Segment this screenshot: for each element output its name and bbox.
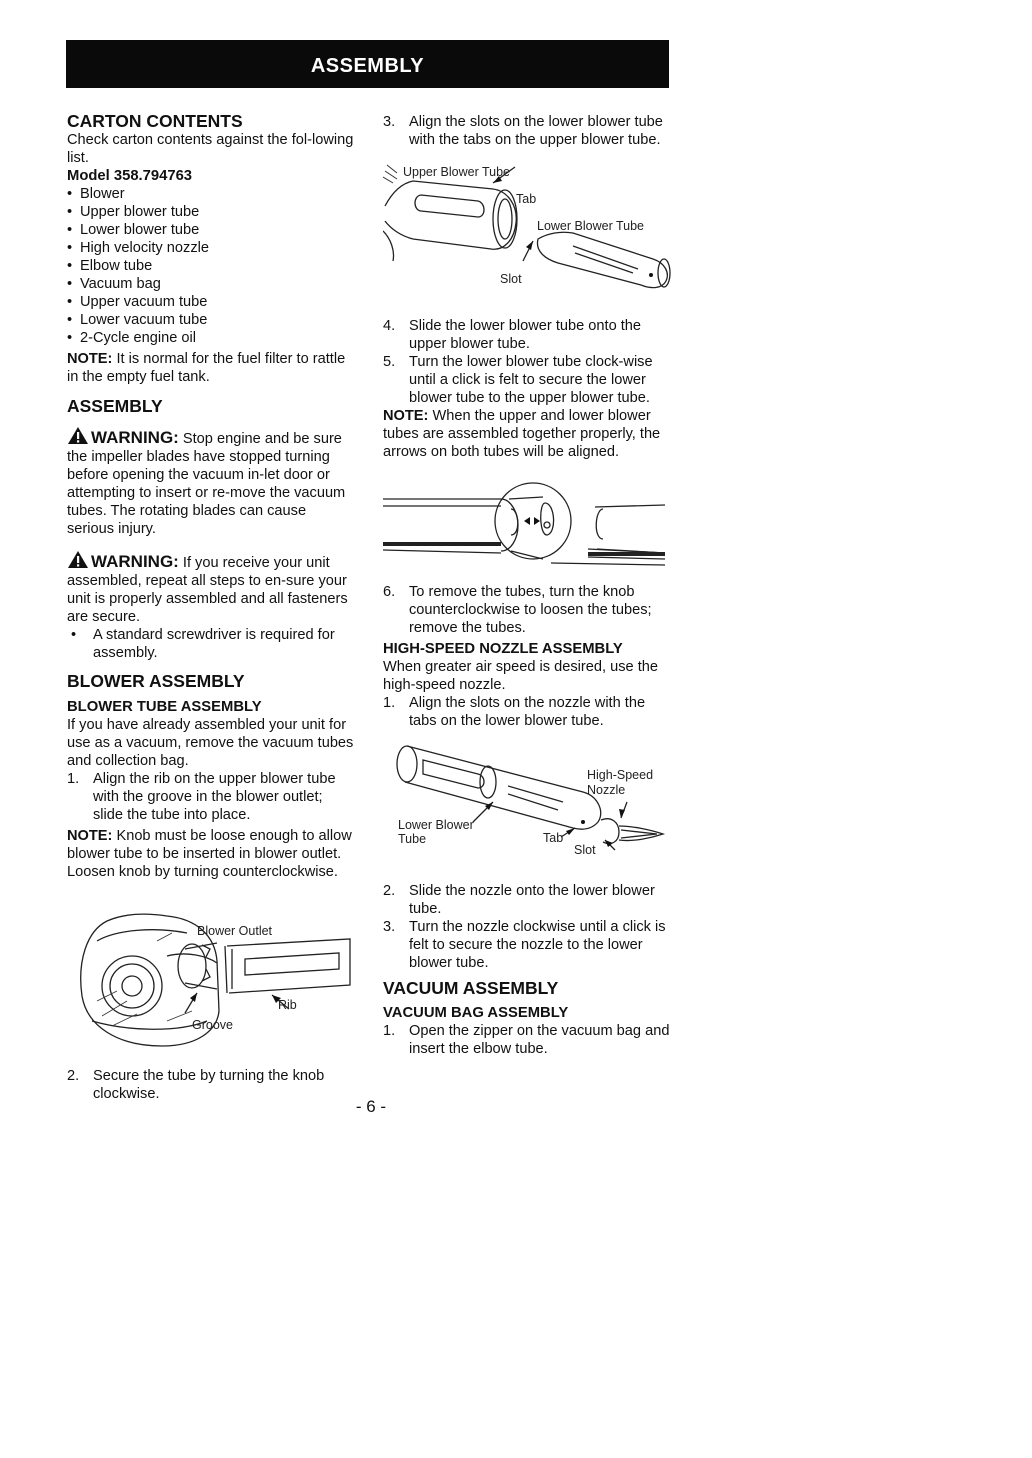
carton-intro: Check carton contents against the fol-lowing list. bbox=[67, 132, 354, 166]
label-groove: Groove bbox=[192, 1018, 233, 1032]
model-number: Model 358.794763 bbox=[67, 168, 193, 184]
label-nozzle: Nozzle bbox=[587, 783, 626, 797]
list-item: • 2-Cycle engine oil bbox=[67, 329, 355, 347]
step-number: 2. bbox=[67, 1068, 80, 1084]
arrow-alignment-figure bbox=[383, 473, 673, 573]
blower-note bbox=[67, 827, 355, 881]
note-label: NOTE: bbox=[67, 828, 113, 844]
list-item: • A standard screwdriver is required for assembly. bbox=[67, 626, 355, 662]
step-text: Turn the lower blower tube clock-wise until a click is felt to secure the lower blower tube to the upper blower tube. bbox=[409, 354, 653, 406]
label-tab: Tab bbox=[516, 192, 537, 206]
step-text: Slide the lower blower tube onto the upper blower tube. bbox=[409, 318, 642, 352]
vacuum-steps bbox=[383, 1022, 673, 1058]
list-item: • Vacuum bag bbox=[67, 275, 355, 293]
page-number: - 6 - bbox=[355, 1097, 387, 1116]
label-tab: Tab bbox=[543, 831, 564, 845]
step-text: Slide the nozzle onto the lower blower tube. bbox=[409, 883, 655, 917]
nozzle-step-3 bbox=[383, 918, 673, 972]
note-label: NOTE: bbox=[383, 408, 429, 424]
nozzle-steps bbox=[383, 694, 673, 730]
label-rib: Rib bbox=[278, 998, 297, 1012]
nozzle-step-1 bbox=[383, 694, 673, 730]
carton-list bbox=[67, 185, 355, 347]
page-banner: ASSEMBLY bbox=[66, 40, 669, 88]
list-item: • Upper vacuum tube bbox=[67, 293, 355, 311]
blower-intro: If you have already assembled your unit for use as a vacuum, remove the vacuum tubes and collection bag. bbox=[67, 717, 354, 769]
list-item: • High velocity nozzle bbox=[67, 239, 355, 257]
list-item: • Lower blower tube bbox=[67, 221, 355, 239]
label-blower-outlet: Blower Outlet bbox=[197, 924, 273, 938]
nozzle-heading: HIGH-SPEED NOZZLE ASSEMBLY bbox=[383, 641, 623, 657]
tube-alignment-figure bbox=[383, 161, 673, 311]
step-number: 3. bbox=[383, 114, 396, 130]
right-column bbox=[383, 113, 673, 1058]
tube-note bbox=[383, 407, 673, 461]
label-slot: Slot bbox=[574, 843, 596, 857]
tube-steps bbox=[383, 113, 673, 149]
warning-triangle-icon bbox=[67, 426, 89, 445]
warning-text: If you receive your unit assembled, repeat all steps to en-sure your unit is properly assembled and all fasteners are secure. bbox=[67, 555, 348, 625]
assembly-heading: ASSEMBLY bbox=[67, 396, 163, 416]
step-number: 2. bbox=[383, 883, 396, 899]
label-slot: Slot bbox=[500, 272, 522, 286]
step-number: 6. bbox=[383, 584, 396, 600]
tool-list bbox=[67, 626, 355, 662]
step-5 bbox=[383, 353, 673, 407]
note-text: When the upper and lower blower tubes are assembled together properly, the arrows on both tubes will be aligned. bbox=[383, 408, 661, 460]
list-item: • Lower vacuum tube bbox=[67, 311, 355, 329]
tube-steps-2 bbox=[383, 317, 673, 407]
warning-label: WARNING: bbox=[91, 552, 179, 571]
tube-alignment-illustration bbox=[383, 161, 673, 311]
step-text: Align the slots on the nozzle with the tabs on the lower blower tube. bbox=[409, 695, 646, 729]
warning-text: Stop engine and be sure the impeller blades have stopped turning before opening the vacuum in-let door or attempting to insert or re-move the vacuum tubes. The rotating blades can cause serious injury. bbox=[67, 431, 346, 537]
label-upper-blower-tube: Upper Blower Tube bbox=[403, 165, 511, 179]
nozzle-steps-2 bbox=[383, 882, 673, 972]
step-text: Align the slots on the lower blower tube with the tabs on the upper blower tube. bbox=[409, 114, 663, 148]
nozzle-step-2 bbox=[383, 882, 673, 918]
carton-note bbox=[67, 350, 355, 386]
step-text: Open the zipper on the vacuum bag and insert the elbow tube. bbox=[409, 1023, 670, 1057]
step-4 bbox=[383, 317, 673, 353]
tube-steps-3 bbox=[383, 583, 673, 637]
blower-steps bbox=[67, 770, 355, 824]
blower-tube-subheading: BLOWER TUBE ASSEMBLY bbox=[67, 699, 262, 715]
step-text: To remove the tubes, turn the knob counterclockwise to loosen the tubes; remove the tubes. bbox=[409, 584, 652, 636]
step-text: Turn the nozzle clockwise until a click is felt to secure the nozzle to the lower blower tube. bbox=[409, 919, 666, 971]
step-number: 1. bbox=[383, 1023, 396, 1039]
blower-outlet-figure bbox=[67, 901, 355, 1061]
blower-assembly-heading: BLOWER ASSEMBLY bbox=[67, 671, 245, 691]
step-3 bbox=[383, 113, 673, 149]
step-text: Secure the tube by turning the knob clockwise. bbox=[93, 1068, 325, 1102]
left-column bbox=[67, 111, 355, 1103]
carton-contents-heading: CARTON CONTENTS bbox=[67, 111, 243, 131]
warning-triangle-icon bbox=[67, 550, 89, 569]
note-text: It is normal for the fuel filter to rattle in the empty fuel tank. bbox=[67, 351, 346, 385]
nozzle-intro: When greater air speed is desired, use the high-speed nozzle. bbox=[383, 659, 659, 693]
note-label: NOTE: bbox=[67, 351, 113, 367]
step-number: 1. bbox=[67, 771, 80, 787]
step-text: Align the rib on the upper blower tube with the groove in the blower outlet; slide the tube into place. bbox=[93, 771, 336, 823]
label-high-speed: High-Speed bbox=[587, 768, 654, 782]
vacuum-step-1 bbox=[383, 1022, 673, 1058]
list-item: • Elbow tube bbox=[67, 257, 355, 275]
nozzle-figure bbox=[383, 742, 673, 882]
label-lower-blower-tube: Lower Blower Tube bbox=[537, 219, 645, 233]
step-1 bbox=[67, 770, 355, 824]
vacuum-bag-subheading: VACUUM BAG ASSEMBLY bbox=[383, 1005, 569, 1021]
nozzle-illustration bbox=[383, 742, 673, 882]
step-number: 4. bbox=[383, 318, 396, 334]
warning-2 bbox=[67, 550, 355, 626]
list-item: • Blower bbox=[67, 185, 355, 203]
note-text: Knob must be loose enough to allow blower tube to be inserted in blower outlet. Loosen knob by turning counterclockwise. bbox=[67, 828, 352, 880]
warning-label: WARNING: bbox=[91, 428, 179, 447]
step-6 bbox=[383, 583, 673, 637]
label-lower-blower: Lower Blower bbox=[398, 818, 474, 832]
step-number: 3. bbox=[383, 919, 396, 935]
warning-1 bbox=[67, 426, 355, 538]
label-tube: Tube bbox=[398, 832, 427, 846]
list-item: • Upper blower tube bbox=[67, 203, 355, 221]
step-number: 1. bbox=[383, 695, 396, 711]
vacuum-assembly-heading: VACUUM ASSEMBLY bbox=[383, 978, 559, 998]
step-number: 5. bbox=[383, 354, 396, 370]
arrow-alignment-illustration bbox=[383, 473, 673, 573]
